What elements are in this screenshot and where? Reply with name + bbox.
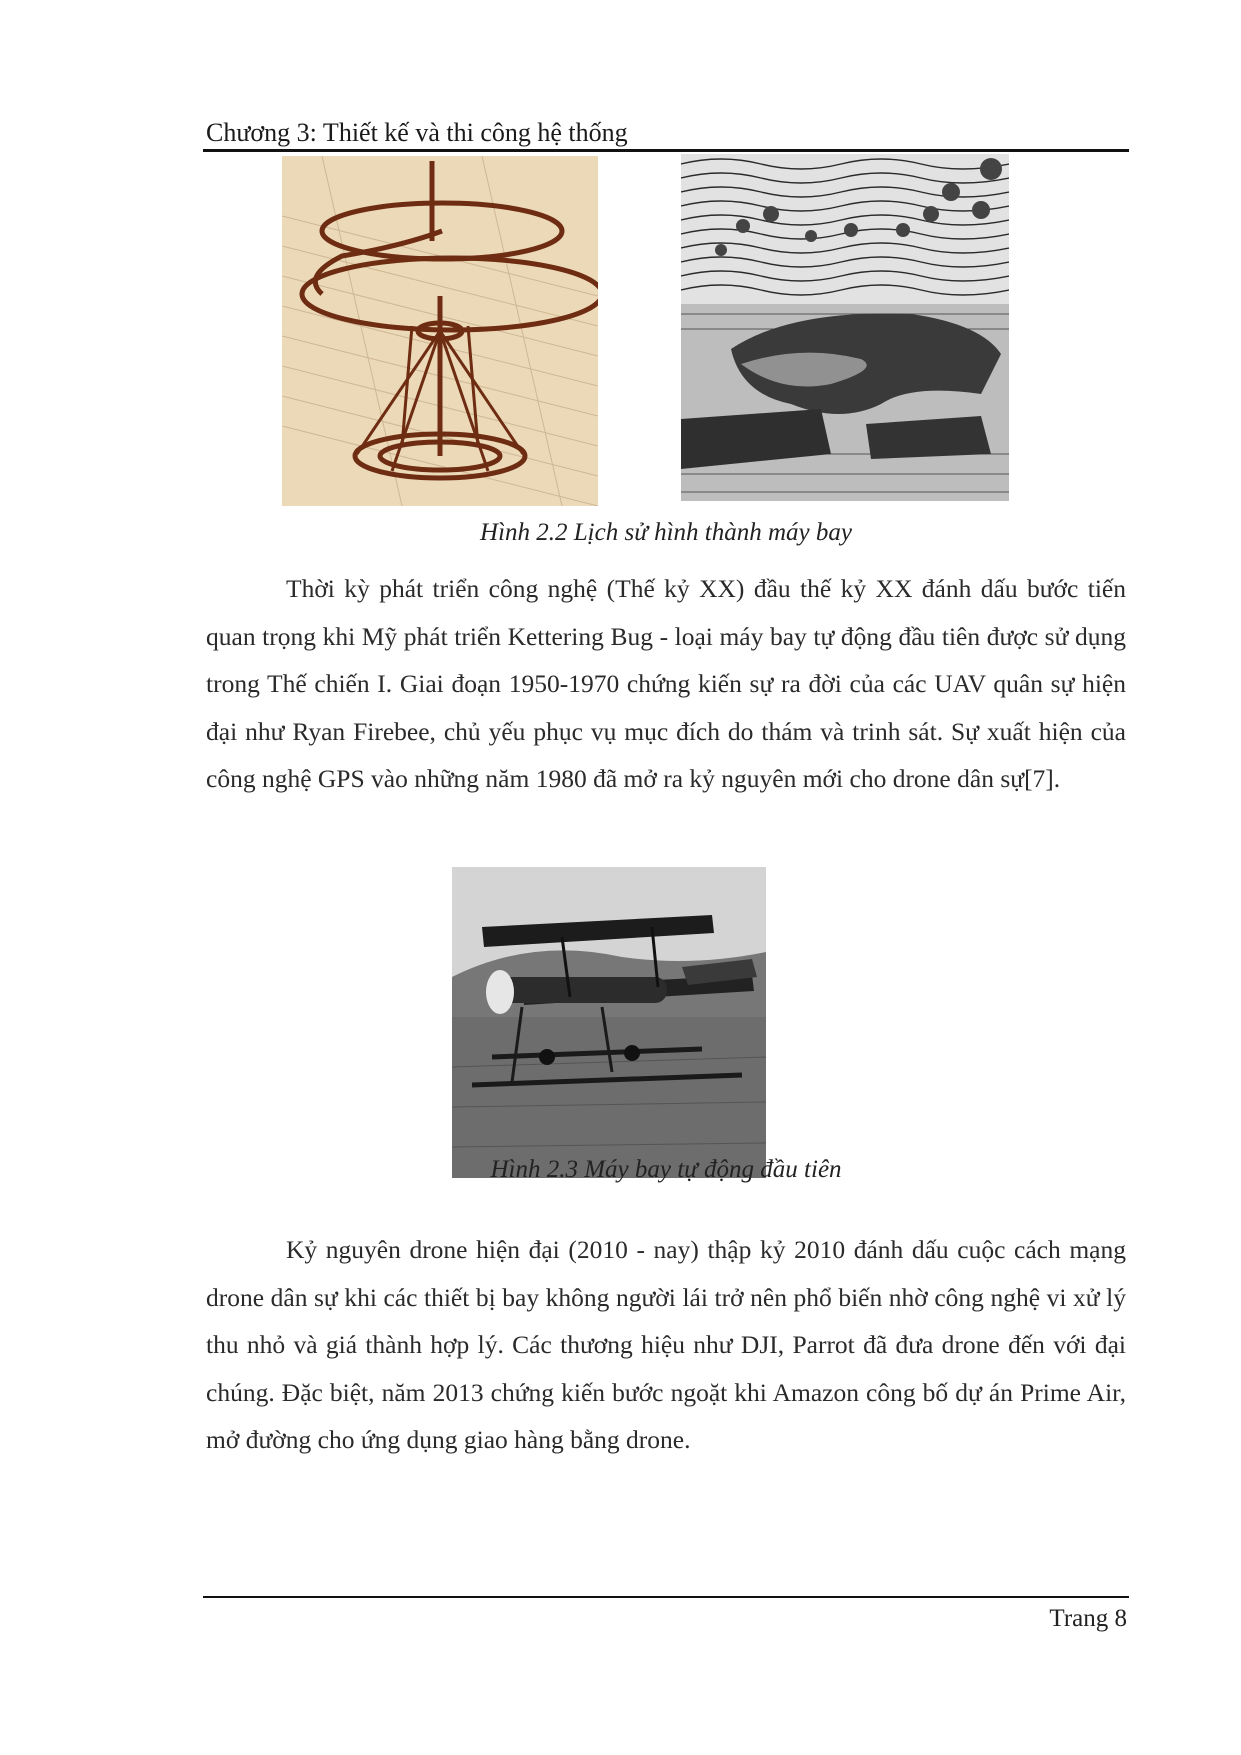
kettering-bug-photo-image [452,867,766,1178]
body-paragraph-2: Kỷ nguyên drone hiện đại (2010 - nay) thập kỷ 2010 đánh dấu cuộc cách mạng drone dân sự khi các thiết bị bay không người lái trở nên phổ biến nhờ công nghệ vi xử lý thu nhỏ và giá thành hợp lý. Các thương hiệu như DJI, Parrot đã đưa drone đến với đại chúng. Đặc biệt, năm 2013 chứng kiến bước ngoặt khi Amazon công bố dự án Prime Air, mở đường cho ứng dụng giao hàng bằng drone. [206,1235,1126,1454]
figure-2-3-caption: Hình 2.3 Máy bay tự động đầu tiên [490,1156,842,1183]
footer-divider [203,1596,1129,1598]
page-number: Trang 8 [1049,1605,1127,1632]
aerial-screw-sketch-image [282,156,598,506]
chapter-header: Chương 3: Thiết kế và thi công hệ thống [206,118,628,147]
balloons-over-venice-engraving-image [681,154,1009,501]
body-paragraph-1: Thời kỳ phát triển công nghệ (Thế kỷ XX) đầu thế kỷ XX đánh dấu bước tiến quan trọng khi Mỹ phát triển Kettering Bug - loại máy bay tự động đầu tiên được sử dụng trong Thế chiến I. Giai đoạn 1950-1970 chứng kiến sự ra đời của các UAV quân sự hiện đại như Ryan Firebee, chủ yếu phục vụ mục đích do thám và trinh sát. Sự xuất hiện của công nghệ GPS vào những năm 1980 đã mở ra kỷ nguyên mới cho drone dân sự[7]. [206,574,1126,793]
header-divider [203,149,1129,152]
figure-2-2-caption: Hình 2.2 Lịch sử hình thành máy bay [480,519,852,546]
